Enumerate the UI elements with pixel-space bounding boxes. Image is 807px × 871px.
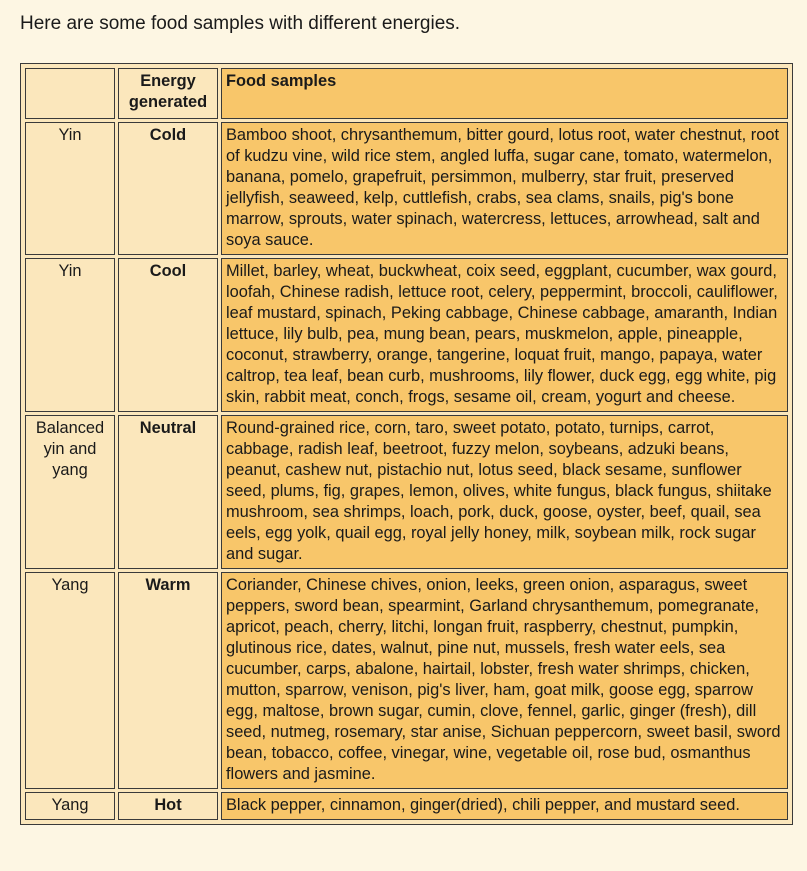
food-energy-table xyxy=(20,63,793,825)
foods-cell: Round-grained rice, corn, taro, sweet potato, potato, turnips, carrot, cabbage, radish leaf, beetroot, fuzzy melon, soybeans, adzuki beans, peanut, cashew nut, pistachio nut, lotus seed, black sesame, sunflower seed, plums, fig, grapes, lemon, olives, white fungus, black fungus, shiitake mushroom, sea shrimps, loach, pork, duck, goose, oyster, beef, quail, sea eels, egg yolk, quail egg, royal jelly honey, milk, soybean milk, rock sugar and sugar. xyxy=(221,415,788,569)
table-header-row xyxy=(25,68,788,119)
energy-cell: Hot xyxy=(118,792,218,820)
table-row xyxy=(25,415,788,569)
energy-cell: Warm xyxy=(118,572,218,789)
foods-cell: Coriander, Chinese chives, onion, leeks, green onion, asparagus, sweet peppers, sword bean, spearmint, Garland chrysanthemum, pomegranate, apricot, peach, cherry, litchi, longan fruit, raspberry, chestnut, pumpkin, glutinous rice, dates, walnut, pine nut, mussels, fresh water eels, sea cucumber, carps, abalone, hairtail, lobster, fresh water shrimps, chicken, mutton, sparrow, venison, pig's liver, ham, goat milk, goose egg, sparrow egg, maltose, brown sugar, cumin, clove, fennel, garlic, ginger (fresh), dill seed, nutmeg, rosemary, star anise, Sichuan peppercorn, sweet basil, sword bean, tobacco, coffee, vinegar, wine, vegetable oil, rose bud, osmanthus flowers and jasmine. xyxy=(221,572,788,789)
intro-text: Here are some food samples with different energies. xyxy=(20,13,461,34)
foods-cell: Bamboo shoot, chrysanthemum, bitter gourd, lotus root, water chestnut, root of kudzu vine, wild rice stem, angled luffa, sugar cane, tomato, watermelon, banana, pomelo, grapefruit, persimmon, mulberry, star fruit, preserved jellyfish, seaweed, kelp, cuttlefish, crabs, sea clams, snails, pig's bone marrow, sprouts, water spinach, watercress, lettuces, arrowhead, salt and soya sauce. xyxy=(221,122,788,255)
energy-cell: Neutral xyxy=(118,415,218,569)
nature-cell: Yang xyxy=(25,572,115,789)
nature-cell: Yin xyxy=(25,122,115,255)
header-foods: Food samples xyxy=(221,68,788,119)
header-energy: Energy generated xyxy=(118,68,218,119)
nature-cell: Yang xyxy=(25,792,115,820)
header-nature xyxy=(25,68,115,119)
foods-cell: Millet, barley, wheat, buckwheat, coix seed, eggplant, cucumber, wax gourd, loofah, Chinese radish, lettuce root, celery, peppermint, broccoli, cauliflower, leaf mustard, spinach, Peking cabbage, Chinese cabbage, amaranth, Indian lettuce, lily bulb, pea, mung bean, pears, muskmelon, apple, pineapple, coconut, strawberry, orange, tangerine, loquat fruit, mango, papaya, water caltrop, tea leaf, bean curb, mushrooms, lily flower, duck egg, egg white, pig skin, rabbit meat, conch, frogs, sesame oil, cream, yogurt and cheese. xyxy=(221,258,788,412)
energy-cell: Cool xyxy=(118,258,218,412)
foods-cell: Black pepper, cinnamon, ginger(dried), chili pepper, and mustard seed. xyxy=(221,792,788,820)
energy-cell: Cold xyxy=(118,122,218,255)
table-row xyxy=(25,122,788,255)
nature-cell: Balanced yin and yang xyxy=(25,415,115,569)
food-table xyxy=(22,65,791,823)
table-row xyxy=(25,258,788,412)
table-row xyxy=(25,792,788,820)
table-row xyxy=(25,572,788,789)
nature-cell: Yin xyxy=(25,258,115,412)
